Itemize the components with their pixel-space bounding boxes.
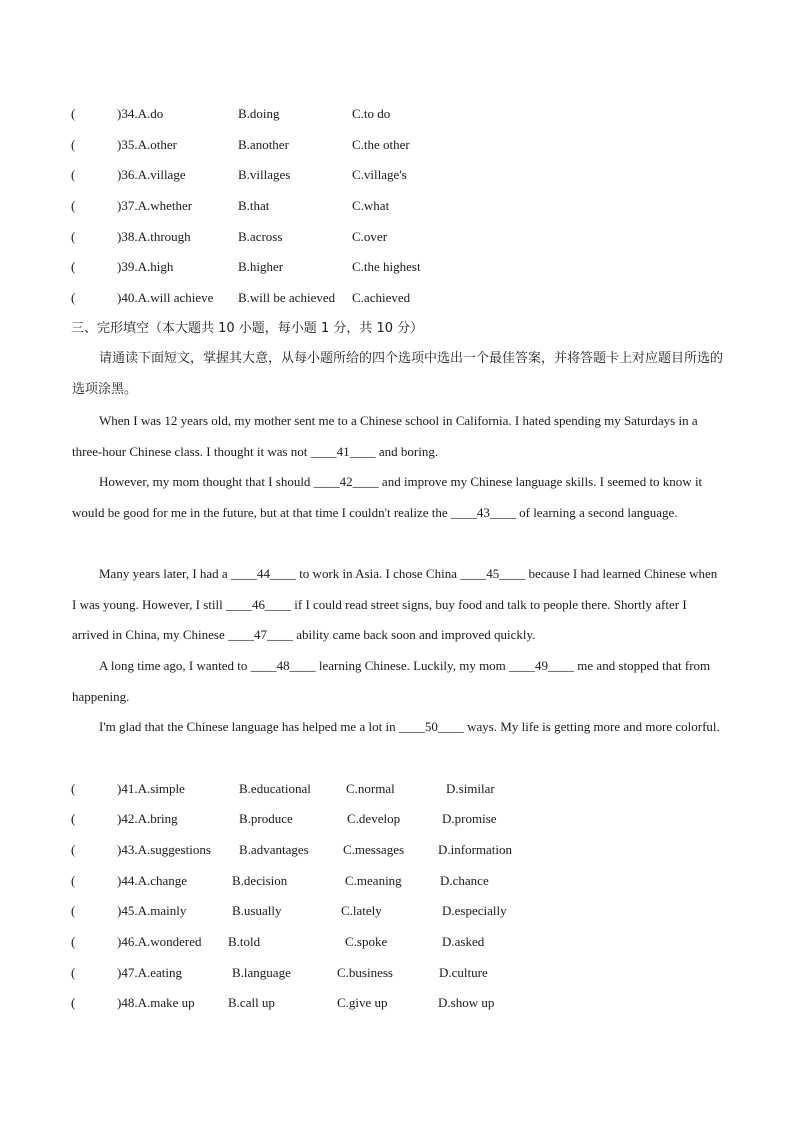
- option-d: D.asked: [442, 934, 485, 949]
- option-b: B.higher: [238, 259, 284, 274]
- option-c: C.what: [352, 198, 390, 213]
- answer-paren: (: [71, 229, 76, 244]
- question-number-option-a: )39.A.high: [117, 259, 174, 274]
- option-b: B.call up: [228, 995, 275, 1010]
- option-b: B.another: [238, 137, 289, 152]
- section-heading: 三、完形填空（本大题共 10 小题，每小题 1 分，共 10 分）: [71, 321, 424, 336]
- option-d: D.promise: [442, 811, 497, 826]
- option-c: C.develop: [347, 811, 401, 826]
- question-number-option-a: )47.A.eating: [117, 965, 182, 980]
- option-d: D.show up: [438, 995, 495, 1010]
- answer-paren: (: [71, 965, 76, 980]
- question-number-option-a: )44.A.change: [117, 873, 188, 888]
- option-c: C.spoke: [345, 934, 388, 949]
- question-number-option-a: )36.A.village: [117, 167, 186, 182]
- option-d: D.culture: [439, 965, 488, 980]
- option-b: B.doing: [238, 106, 280, 121]
- option-b: B.villages: [238, 167, 291, 182]
- answer-paren: (: [71, 903, 76, 918]
- option-c: C.business: [337, 965, 393, 980]
- option-b: B.produce: [239, 811, 293, 826]
- option-c: C.achieved: [352, 290, 411, 305]
- question-number-option-a: )41.A.simple: [117, 781, 185, 796]
- option-c: C.the highest: [352, 259, 421, 274]
- answer-paren: (: [71, 934, 76, 949]
- question-number-option-a: )42.A.bring: [117, 811, 178, 826]
- question-number-option-a: )46.A.wondered: [117, 934, 202, 949]
- answer-paren: (: [71, 106, 76, 121]
- passage-paragraph-3: Many years later, I had a ____44____ to work in Asia. I chose China ____45____ because I had learned Chinese when I was young. However, I still ____46____ if I could read street signs, buy food and talk to people there. Shortly after I arrived in China, my Chinese ____47____ ability came back soon and improved quickly.: [72, 566, 718, 643]
- passage-paragraph-4: A long time ago, I wanted to ____48____ learning Chinese. Luckily, my mom ____49____ me and stopped that from happening.: [72, 658, 711, 704]
- option-c: C.village's: [352, 167, 407, 182]
- question-number-option-a: )37.A.whether: [117, 198, 193, 213]
- option-b: B.educational: [239, 781, 311, 796]
- option-b: B.advantages: [239, 842, 309, 857]
- question-number-option-a: )34.A.do: [117, 106, 164, 121]
- option-d: D.information: [438, 842, 513, 857]
- option-b: B.that: [238, 198, 270, 213]
- option-c: C.meaning: [345, 873, 402, 888]
- option-c: C.normal: [346, 781, 395, 796]
- question-number-option-a: )38.A.through: [117, 229, 191, 244]
- option-d: D.especially: [442, 903, 507, 918]
- option-b: B.told: [228, 934, 261, 949]
- answer-paren: (: [71, 167, 76, 182]
- question-number-option-a: )48.A.make up: [117, 995, 195, 1010]
- option-c: C.over: [352, 229, 388, 244]
- answer-paren: (: [71, 198, 76, 213]
- option-b: B.across: [238, 229, 283, 244]
- answer-paren: (: [71, 137, 76, 152]
- question-number-option-a: )43.A.suggestions: [117, 842, 211, 857]
- passage-paragraph-2: However, my mom thought that I should ____42____ and improve my Chinese language skills. I seemed to know it would be good for me in the future, but at that time I couldn't realize the ____43____ of learning a second language.: [72, 474, 703, 520]
- answer-paren: (: [71, 995, 76, 1010]
- option-d: D.chance: [440, 873, 489, 888]
- answer-paren: (: [71, 873, 76, 888]
- answer-paren: (: [71, 811, 76, 826]
- answer-paren: (: [71, 290, 76, 305]
- option-b: B.usually: [232, 903, 282, 918]
- passage-paragraph-5: I'm glad that the Chinese language has helped me a lot in ____50____ ways. My life is getting more and more colorful.: [99, 719, 720, 734]
- question-number-option-a: )45.A.mainly: [117, 903, 187, 918]
- question-number-option-a: )35.A.other: [117, 137, 177, 152]
- answer-paren: (: [71, 259, 76, 274]
- option-c: C.the other: [352, 137, 410, 152]
- option-c: C.give up: [337, 995, 388, 1010]
- question-number-option-a: )40.A.will achieve: [117, 290, 214, 305]
- section-instruction: 请通读下面短文，掌握其大意，从每小题所给的四个选项中选出一个最佳答案，并将答题卡上对应题目所选的选项涂黑。: [72, 351, 724, 397]
- option-b: B.decision: [232, 873, 288, 888]
- option-c: C.to do: [352, 106, 391, 121]
- answer-paren: (: [71, 781, 76, 796]
- option-d: D.similar: [446, 781, 495, 796]
- option-c: C.messages: [343, 842, 405, 857]
- answer-paren: (: [71, 842, 76, 857]
- passage-paragraph-1: When I was 12 years old, my mother sent me to a Chinese school in California. I hated spending my Saturdays in a three-hour Chinese class. I thought it was not ____41____ and boring.: [72, 413, 698, 459]
- option-b: B.language: [232, 965, 291, 980]
- option-b: B.will be achieved: [238, 290, 336, 305]
- option-c: C.lately: [341, 903, 382, 918]
